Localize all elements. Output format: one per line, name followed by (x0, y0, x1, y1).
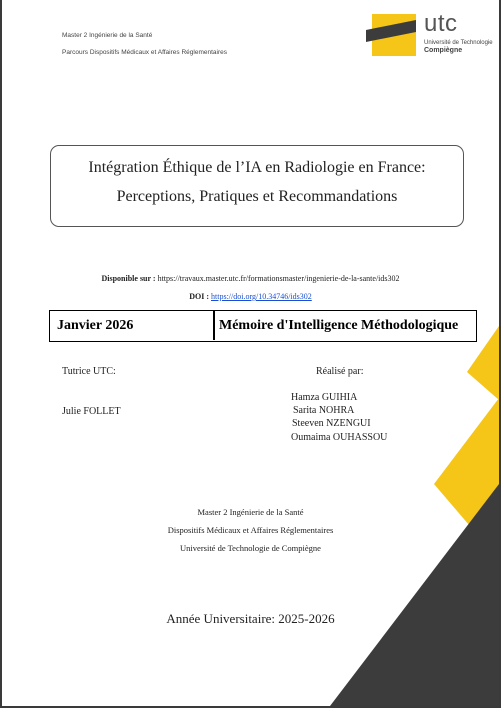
utc-logo-line2: Compiègne (424, 47, 463, 54)
header-program: Master 2 Ingénierie de la Santé (62, 32, 153, 39)
availability-line (2, 274, 499, 283)
doi-label: DOI : (189, 292, 210, 301)
date-cell: Janvier 2026 (57, 318, 134, 333)
author-name: Oumaima OUHASSOU (291, 432, 388, 443)
availability-label: Disponible sur : (101, 274, 156, 283)
program-line-2: Dispositifs Médicaux et Affaires Réglementaires (167, 525, 334, 535)
authors-label: Réalisé par: (316, 366, 364, 377)
program-line-1: Master 2 Ingénierie de la Santé (197, 507, 304, 517)
program-line-3: Université de Technologie de Compiègne (180, 543, 321, 553)
header-track: Parcours Dispositifs Médicaux et Affaires Réglementaires (62, 49, 227, 56)
title-line-1: Intégration Éthique de l’IA en Radiologie en France: (88, 159, 426, 176)
author-name: Steeven NZENGUI (292, 418, 371, 429)
tutor-label: Tutrice UTC: (62, 366, 116, 377)
utc-logo-wordmark: utc (424, 10, 458, 37)
table-divider (213, 311, 215, 340)
decorative-triangles (2, 0, 499, 706)
document-page (2, 0, 499, 706)
doi-line (2, 292, 499, 301)
doi-link[interactable]: https://doi.org/10.34746/ids302 (211, 292, 312, 301)
title-line-2: Perceptions, Pratiques et Recommandations (116, 188, 398, 205)
author-name: Hamza GUIHIA (291, 392, 358, 403)
tutor-name: Julie FOLLET (62, 406, 121, 417)
title-box (50, 145, 464, 227)
utc-logo-line1: Université de Technologie (424, 40, 493, 46)
academic-year: Année Universitaire: 2025-2026 (166, 611, 335, 626)
info-table (49, 310, 477, 342)
author-name: Sarita NOHRA (293, 405, 355, 416)
thesis-type-cell: Mémoire d'Intelligence Méthodologique (219, 318, 459, 333)
availability-url[interactable]: https://travaux.master.utc.fr/formationsmaster/ingenierie-de-la-sante/ids302 (157, 274, 400, 283)
